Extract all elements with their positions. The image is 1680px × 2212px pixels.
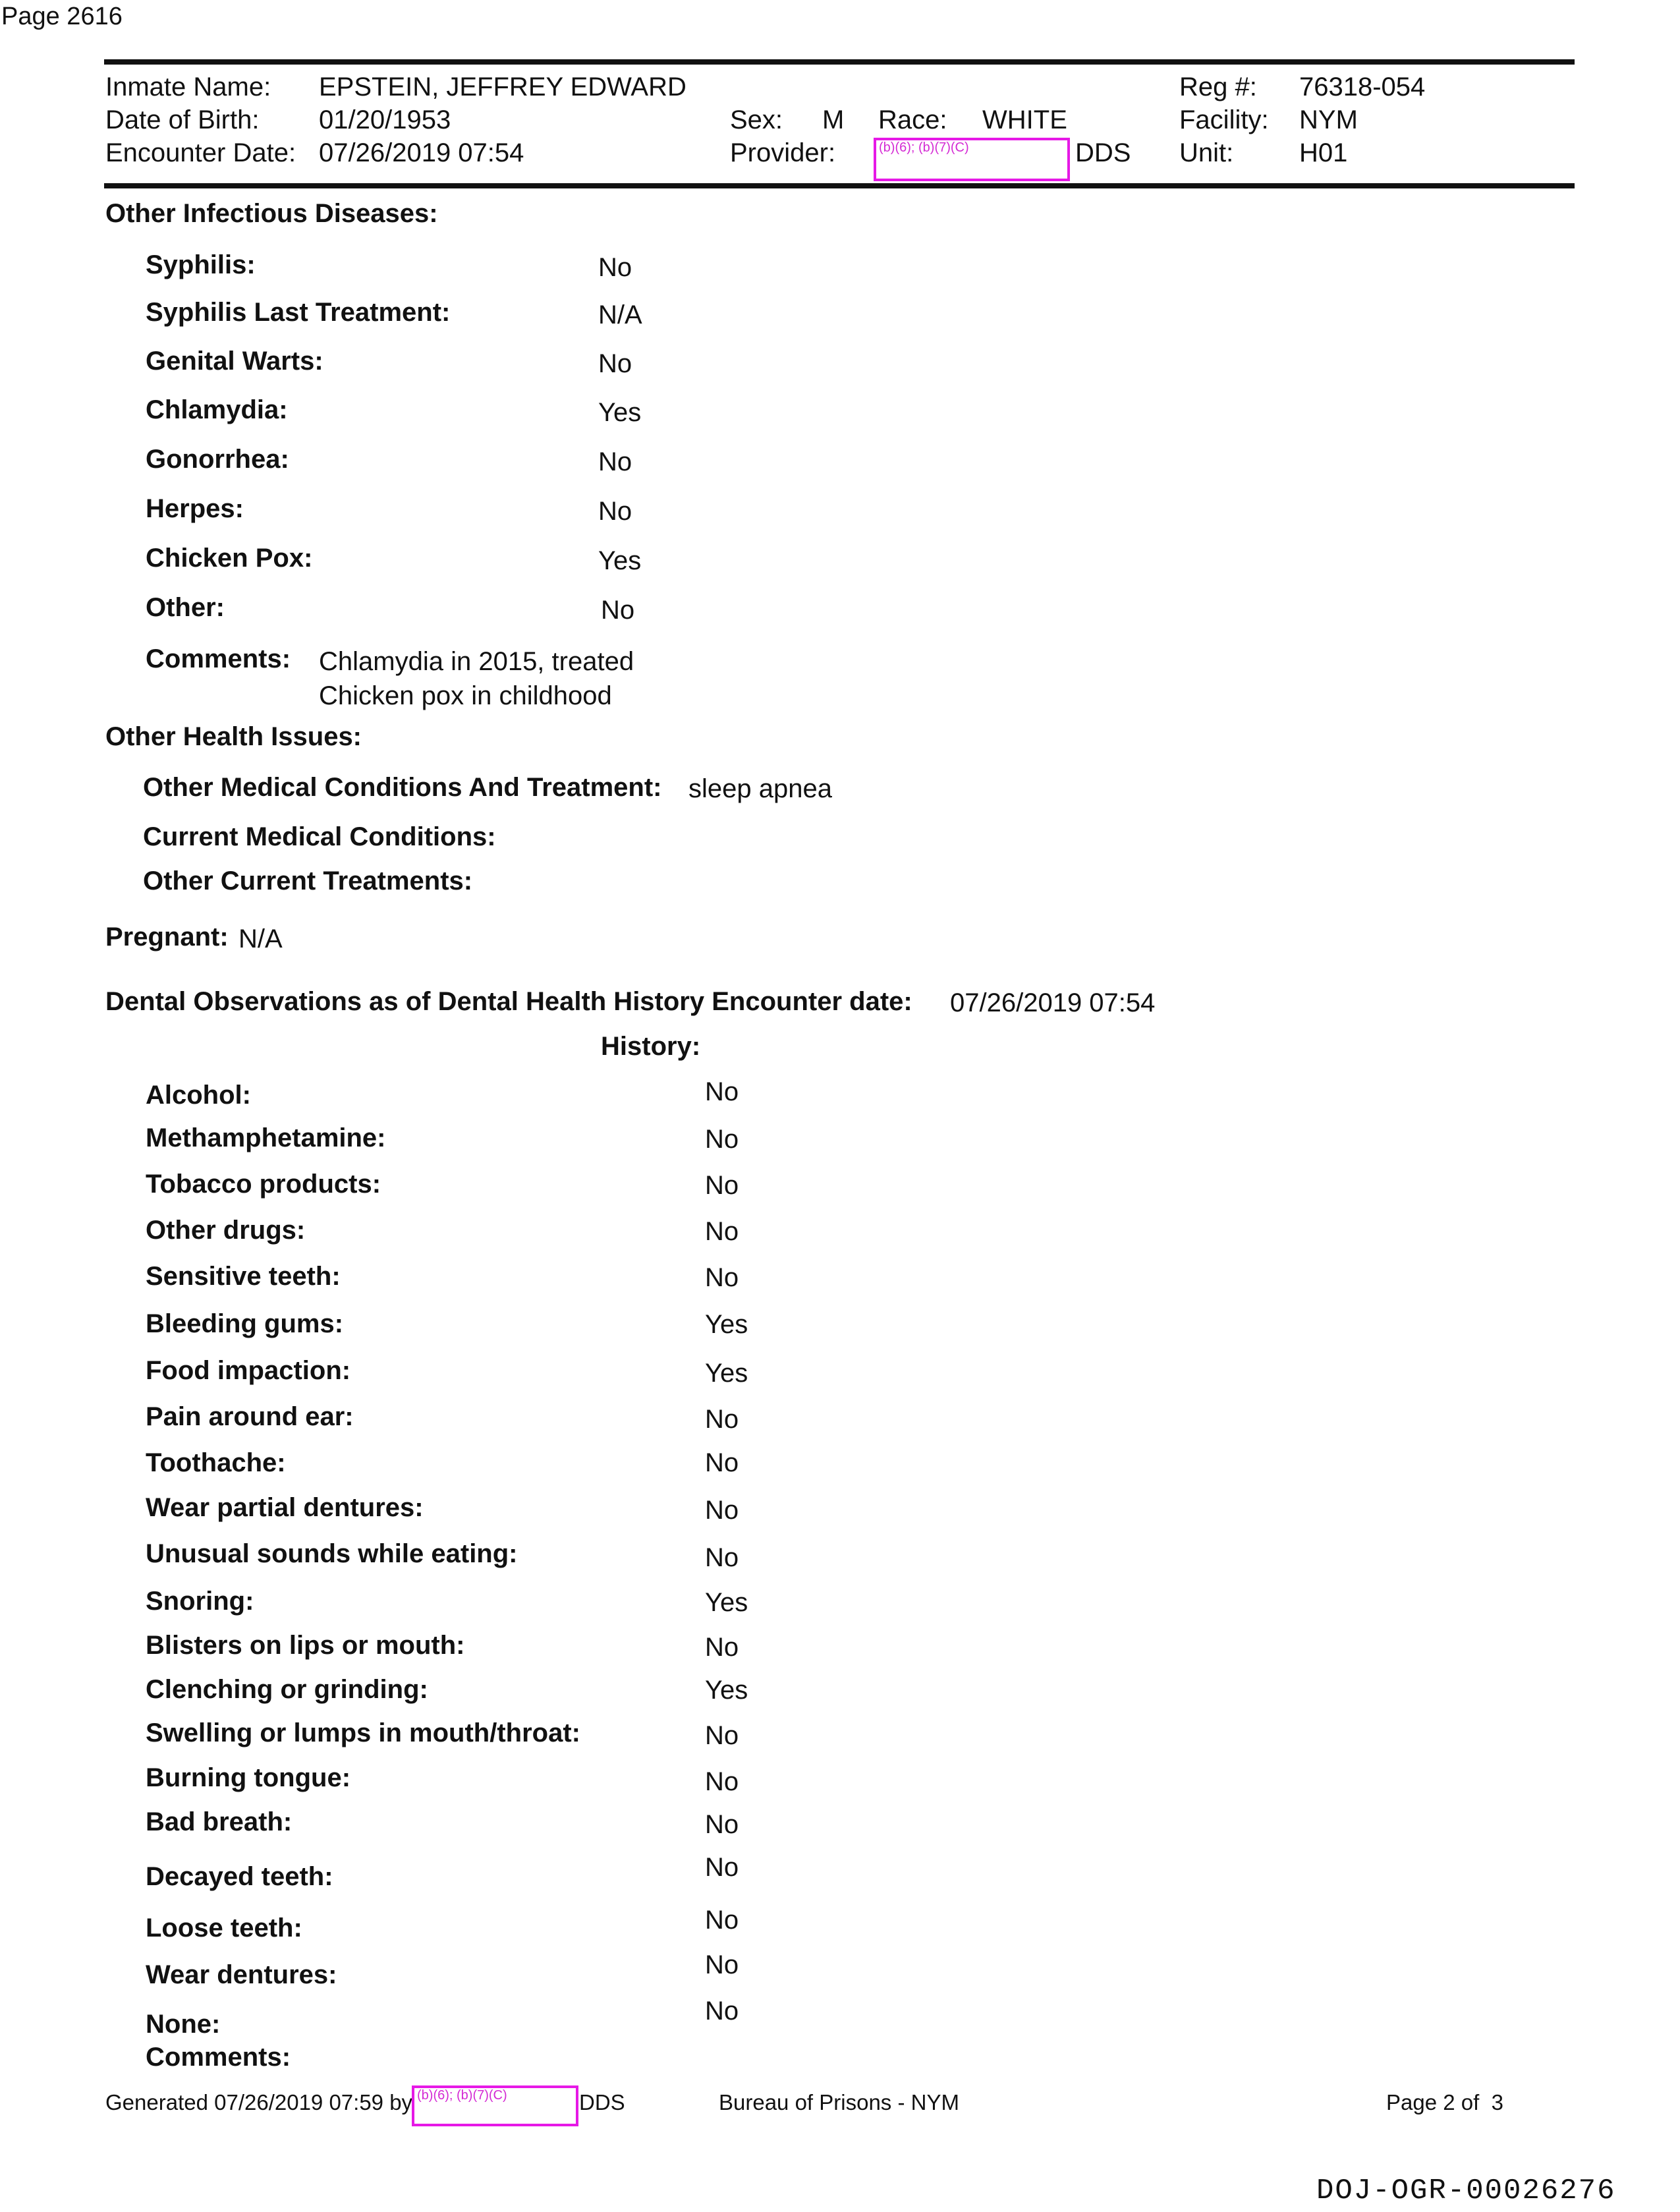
inmate-name: EPSTEIN, JEFFREY EDWARD bbox=[319, 72, 686, 101]
dental-row-label: Blisters on lips or mouth: bbox=[146, 1631, 465, 1660]
footer-suffix: DDS bbox=[579, 2090, 625, 2114]
health-issues-title: Other Health Issues: bbox=[105, 722, 362, 751]
dental-row-value: No bbox=[705, 1721, 739, 1750]
reg-label: Reg #: bbox=[1179, 72, 1257, 101]
race-label: Race: bbox=[878, 105, 947, 134]
redaction-code: (b)(6); (b)(7)(C) bbox=[879, 140, 969, 155]
pregnant-label: Pregnant: bbox=[105, 922, 229, 951]
header-bottom-rule bbox=[104, 183, 1575, 188]
pregnant-value: N/A bbox=[238, 924, 283, 953]
dental-row-label: Snoring: bbox=[146, 1587, 254, 1616]
infectious-row-value: No bbox=[598, 349, 632, 378]
dental-row-value: No bbox=[705, 1767, 739, 1796]
infectious-row-value: No bbox=[601, 596, 635, 625]
infectious-row-label: Other: bbox=[146, 593, 225, 622]
infectious-diseases-title: Other Infectious Diseases: bbox=[105, 199, 438, 228]
dental-row-label: None: bbox=[146, 2010, 221, 2039]
current-treatments-label: Other Current Treatments: bbox=[143, 866, 473, 895]
race-value: WHITE bbox=[982, 105, 1067, 134]
dental-row-value: No bbox=[705, 1997, 739, 2026]
dental-row-label: Food impaction: bbox=[146, 1356, 351, 1385]
encounter-date-value: 07/26/2019 07:54 bbox=[319, 138, 524, 167]
encounter-date-label: Encounter Date: bbox=[105, 138, 296, 167]
infectious-comment-line: Chlamydia in 2015, treated bbox=[319, 647, 634, 676]
dental-row-label: Pain around ear: bbox=[146, 1402, 354, 1431]
infectious-row-label: Herpes: bbox=[146, 494, 244, 523]
infectious-row-label: Chlamydia: bbox=[146, 395, 288, 424]
reg-value: 76318-054 bbox=[1299, 72, 1426, 101]
dental-row-value: No bbox=[705, 1496, 739, 1525]
dob-value: 01/20/1953 bbox=[319, 105, 451, 134]
inmate-name-label: Inmate Name: bbox=[105, 72, 271, 101]
infectious-comments-label: Comments: bbox=[146, 644, 291, 673]
generated-text: Generated 07/26/2019 07:59 by bbox=[105, 2090, 413, 2114]
facility-value: NYM bbox=[1299, 105, 1358, 134]
infectious-row-label: Syphilis: bbox=[146, 250, 256, 279]
dental-row-label: Toothache: bbox=[146, 1448, 286, 1477]
provider-suffix: DDS bbox=[1075, 138, 1131, 167]
dental-row-value: No bbox=[705, 1125, 739, 1154]
dental-row-value: No bbox=[705, 1077, 739, 1106]
dental-row-value: Yes bbox=[705, 1588, 748, 1617]
dob-label: Date of Birth: bbox=[105, 105, 260, 134]
current-conditions-label: Current Medical Conditions: bbox=[143, 822, 496, 851]
dental-row-label: Alcohol: bbox=[146, 1081, 251, 1110]
infectious-row-label: Gonorrhea: bbox=[146, 445, 289, 474]
dental-row-value: No bbox=[705, 1171, 739, 1200]
dental-row-label: Swelling or lumps in mouth/throat: bbox=[146, 1718, 580, 1747]
infectious-row-label: Genital Warts: bbox=[146, 347, 323, 376]
dental-row-label: Wear partial dentures: bbox=[146, 1493, 424, 1522]
dental-row-label: Unusual sounds while eating: bbox=[146, 1539, 518, 1568]
dental-row-value: No bbox=[705, 1405, 739, 1434]
unit-label: Unit: bbox=[1179, 138, 1234, 167]
page-number-label: Page 2616 bbox=[1, 3, 123, 30]
infectious-row-label: Syphilis Last Treatment: bbox=[146, 298, 451, 327]
infectious-comment-line: Chicken pox in childhood bbox=[319, 681, 612, 710]
redaction-code: (b)(6); (b)(7)(C) bbox=[417, 2088, 507, 2103]
other-conditions-label: Other Medical Conditions And Treatment: bbox=[143, 773, 662, 802]
bates-number: DOJ-OGR-00026276 bbox=[1316, 2174, 1616, 2207]
dental-row-label: Clenching or grinding: bbox=[146, 1675, 428, 1704]
dental-row-value: No bbox=[705, 1263, 739, 1292]
infectious-row-value: No bbox=[598, 447, 632, 476]
sex-label: Sex: bbox=[730, 105, 783, 134]
dental-row-label: Bad breath: bbox=[146, 1807, 293, 1836]
dental-history-label: History: bbox=[601, 1032, 701, 1061]
unit-value: H01 bbox=[1299, 138, 1348, 167]
header-top-rule bbox=[104, 59, 1575, 65]
dental-row-value: No bbox=[705, 1810, 739, 1839]
infectious-row-value: Yes bbox=[598, 546, 642, 575]
dental-row-value: No bbox=[705, 1543, 739, 1572]
dental-comments-label: Comments: bbox=[146, 2043, 291, 2072]
footer-redaction-box bbox=[412, 2085, 578, 2126]
dental-row-label: Loose teeth: bbox=[146, 1914, 302, 1943]
footer-organization: Bureau of Prisons - NYM bbox=[719, 2090, 959, 2114]
infectious-row-value: Yes bbox=[598, 398, 642, 427]
dental-row-value: No bbox=[705, 1633, 739, 1662]
dental-row-label: Other drugs: bbox=[146, 1216, 306, 1245]
provider-redaction-box bbox=[874, 138, 1070, 181]
dental-row-label: Sensitive teeth: bbox=[146, 1262, 341, 1291]
dental-row-label: Burning tongue: bbox=[146, 1763, 351, 1792]
dental-row-value: No bbox=[705, 1950, 739, 1979]
dental-row-value: No bbox=[705, 1906, 739, 1935]
dental-observations-title: Dental Observations as of Dental Health History Encounter date: bbox=[105, 987, 912, 1016]
dental-row-value: Yes bbox=[705, 1310, 748, 1339]
infectious-row-value: No bbox=[598, 497, 632, 526]
other-conditions-value: sleep apnea bbox=[688, 774, 832, 803]
dental-encounter-date: 07/26/2019 07:54 bbox=[950, 988, 1156, 1017]
dental-row-label: Tobacco products: bbox=[146, 1170, 381, 1199]
provider-label: Provider: bbox=[730, 138, 836, 167]
dental-row-label: Methamphetamine: bbox=[146, 1123, 386, 1152]
dental-row-value: Yes bbox=[705, 1676, 748, 1705]
dental-row-value: No bbox=[705, 1448, 739, 1477]
dental-row-value: No bbox=[705, 1217, 739, 1246]
dental-row-value: No bbox=[705, 1853, 739, 1882]
dental-row-label: Bleeding gums: bbox=[146, 1309, 344, 1338]
infectious-row-value: N/A bbox=[598, 300, 642, 329]
dental-row-value: Yes bbox=[705, 1359, 748, 1388]
infectious-row-value: No bbox=[598, 253, 632, 282]
facility-label: Facility: bbox=[1179, 105, 1269, 134]
footer-page-count: Page 2 of 3 bbox=[1386, 2090, 1503, 2114]
infectious-row-label: Chicken Pox: bbox=[146, 544, 313, 573]
dental-row-label: Wear dentures: bbox=[146, 1960, 337, 1989]
dental-row-label: Decayed teeth: bbox=[146, 1862, 333, 1891]
sex-value: M bbox=[822, 105, 845, 134]
